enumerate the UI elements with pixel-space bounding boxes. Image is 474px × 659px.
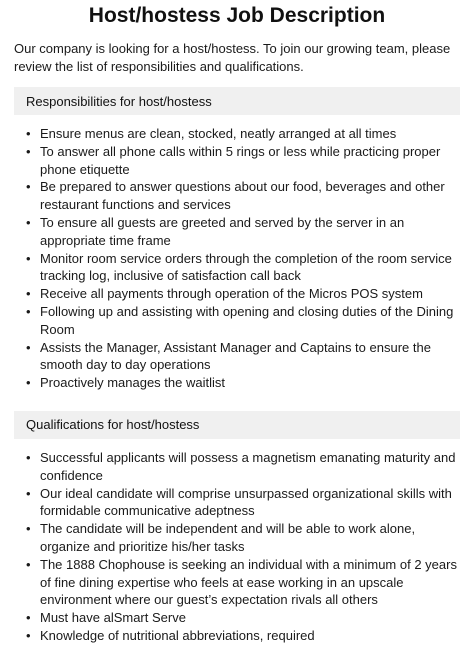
list-item-text: Assists the Manager, Assistant Manager and Captains to ensure the smooth day to day operations [40,339,431,373]
list-item [26,143,460,179]
list-item [26,125,460,143]
list-item-text: To answer all phone calls within 5 rings or less while practicing proper phone etiquette [40,143,441,177]
qualifications-list [14,449,460,645]
bullet-icon: • [26,627,31,643]
bullet-icon: • [26,449,31,465]
list-item [26,250,460,286]
list-item-text: Our ideal candidate will comprise unsurpassed organizational skills with formidable communicative adeptness [40,485,452,519]
bullet-icon: • [26,521,31,537]
bullet-icon: • [26,375,31,391]
bullet-icon: • [26,286,31,302]
bullet-icon: • [26,556,31,572]
list-item [26,520,460,556]
list-item-text: Successful applicants will possess a magnetism emanating maturity and confidence [40,449,456,483]
list-item [26,609,460,627]
responsibilities-header [14,87,460,115]
bullet-icon: • [26,250,31,266]
list-item [26,449,460,485]
intro-paragraph: Our company is looking for a host/hostess. To join our growing team, please review the list of responsibilities and qualifications. [14,41,451,74]
list-item-text: The candidate will be independent and will be able to work alone, organize and prioritize his/her tasks [40,521,416,554]
responsibilities-list [14,125,460,392]
responsibilities-heading: Responsibilities for host/hostess [26,93,212,109]
list-item-text: Be prepared to answer questions about our food, beverages and other restaurant functions and services [40,179,445,213]
bullet-icon: • [26,339,31,355]
list-item [26,374,460,392]
bullet-icon: • [26,179,31,195]
qualifications-heading: Qualifications for host/hostess [26,417,200,433]
bullet-icon: • [26,485,31,501]
list-item [26,485,460,521]
list-item-text: To ensure all guests are greeted and served by the server in an appropriate time frame [40,214,405,248]
list-item [26,214,460,250]
page-title: Host/hostess Job Description [88,4,386,27]
list-item-text: Proactively manages the waitlist [40,375,225,391]
list-item-text: Receive all payments through operation of the Micros POS system [40,286,423,302]
list-item [26,627,460,645]
list-item [26,303,460,339]
list-item [26,285,460,303]
list-item [26,556,460,609]
bullet-icon: • [26,214,31,230]
list-item-text: Must have alSmart Serve [40,610,186,626]
list-item-text: Following up and assisting with opening and closing duties of the Dining Room [40,303,454,337]
bullet-icon: • [26,610,31,626]
bullet-icon: • [26,126,31,141]
list-item [26,339,460,375]
bullet-icon: • [26,303,31,319]
list-item-text: Knowledge of nutritional abbreviations, required [40,627,315,643]
bullet-icon: • [26,143,31,159]
list-item [26,178,460,214]
list-item-text: Ensure menus are clean, stocked, neatly arranged at all times [40,126,397,141]
qualifications-header [14,411,460,439]
list-item-text: The 1888 Chophouse is seeking an individual with a minimum of 2 years of fine dining expertise who feels at ease working in an upscale environment where our guest’s expectation rivals all others [40,556,457,608]
list-item-text: Monitor room service orders through the completion of the room service tracking log, inclusive of satisfaction call back [40,250,452,284]
